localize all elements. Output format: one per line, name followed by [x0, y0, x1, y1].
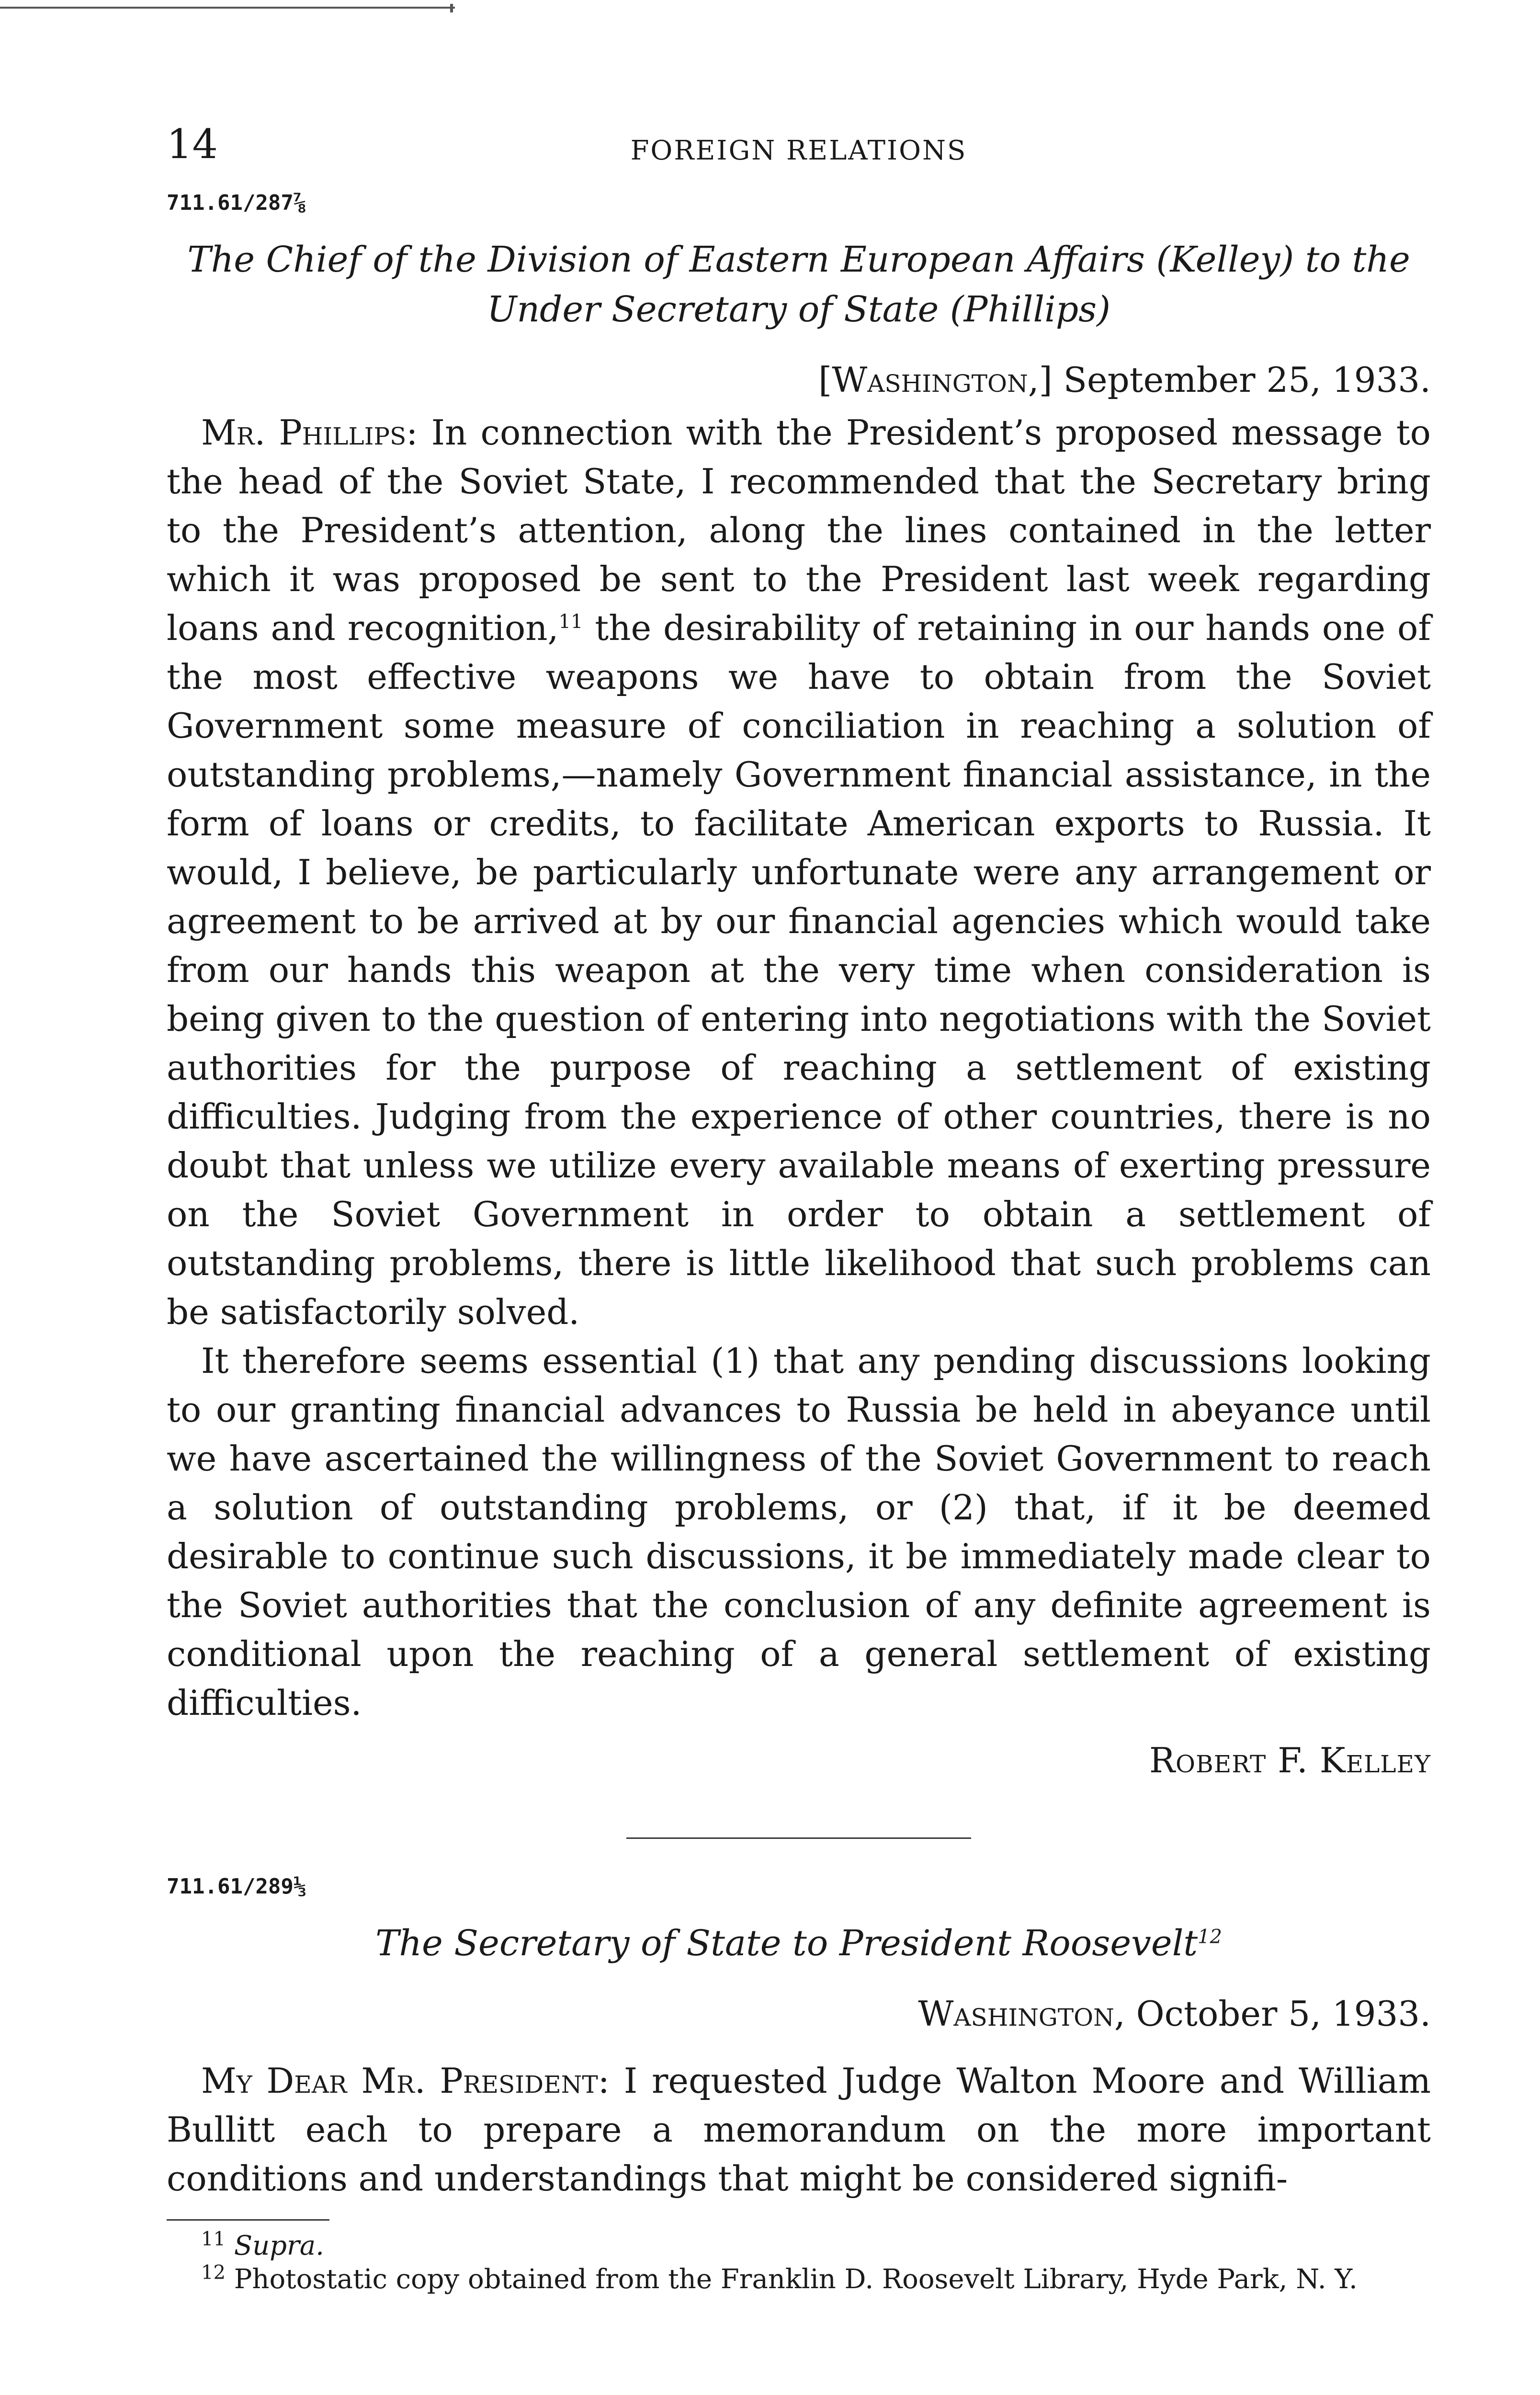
dateline-2: [167, 1989, 1431, 2038]
footnote-text: Photostatic copy obtained from the Franklin D. Roosevelt Library, Hyde Park, N. Y.: [234, 2264, 1358, 2295]
footnote-ref-12: 12: [1198, 1926, 1223, 1948]
section-separator: [626, 1837, 971, 1839]
file-number-1: 711.61/287⅞: [167, 191, 306, 215]
top-scan-rule: [0, 7, 455, 9]
footnote-rule: [167, 2219, 329, 2221]
paragraph-1-text-a: In connection with the President’s proposed message to the head of the Soviet State, I recommended that the Secretary bring to the President’s attention, along the lines contained in the letter which it was proposed be sent to the President last week regarding loans and recognition,: [167, 412, 1431, 648]
footnote-mark: 12: [201, 2261, 226, 2284]
document-heading-1: The Chief of the Division of Eastern European Affairs (Kelley) to the Under Secretary of State (Phillips): [187, 239, 1410, 330]
page-number: 14: [167, 121, 218, 168]
footnote-ref-11: 11: [558, 611, 583, 633]
top-scan-mark: [450, 4, 453, 12]
footnote-text: Supra.: [234, 2230, 324, 2261]
paragraph-1-text-b: the desirability of retaining in our hands one of the most effective weapons we have to obtain from the Soviet Government some measure of conciliation in reaching a solution of outstanding problems,—namely Government financial assistance, in the form of loans or credits, to facilitate American exports to Russia. It would, I believe, be particularly unfortunate were any arrangement or agreement to be arrived at by our financial agencies which would take from our hands this weapon at the very time when consideration is being given to the question of entering into negotiations with the Soviet authorities for the purpose of reaching a settlement of existing difficulties. Judging from the experience of other countries, there is no doubt that unless we utilize every available means of exerting pressure on the Soviet Government in order to obtain a settlement of outstanding problems, there is little likelihood that such problems can be satisfactorily solved.: [167, 608, 1431, 1332]
footnote-12: [167, 2263, 1431, 2296]
dateline-1: [167, 355, 1431, 404]
paragraph-2: It therefore seems essential (1) that any pending discussions looking to our granting financial advances to Russia be held in abeyance until we have ascertained the willingness of the Soviet Government to reach a solution of outstanding problems, or (2) that, if it be deemed desirable to continue such discussions, it be immediately made clear to the Soviet authorities that the conclusion of any definite agreement is conditional upon the reaching of a general settlement of existing difficulties.: [167, 1341, 1431, 1723]
footnote-mark: 11: [201, 2228, 226, 2250]
paragraph-3-text: I requested Judge Walton Moore and William Bullitt each to prepare a memorandum on the more important conditions and understandings that might be considered signifi-: [167, 2061, 1431, 2199]
dateline-date-1: September 25, 1933.: [1063, 360, 1431, 400]
salutation-1: Mr. Phillips:: [201, 412, 418, 453]
page: [167, 120, 1431, 2296]
document-heading-2: [186, 1918, 1412, 1968]
dateline-place-1: [Washington,]: [818, 360, 1053, 400]
dateline-place-2: Washington,: [918, 1994, 1125, 2034]
running-head: [167, 120, 1431, 177]
paragraph-1: [167, 408, 1431, 1336]
dateline-date-2: October 5, 1933.: [1136, 1994, 1431, 2034]
footnotes: [167, 2229, 1431, 2296]
document-heading-2-text: The Secretary of State to President Roosevelt: [375, 1923, 1198, 1964]
running-title: FOREIGN RELATIONS: [630, 135, 967, 166]
footnote-11: [167, 2229, 1431, 2263]
file-number-2: 711.61/289⅓: [167, 1874, 306, 1899]
signature: Robert F. Kelley: [1149, 1740, 1431, 1780]
salutation-2: My Dear Mr. President:: [201, 2061, 610, 2101]
paragraph-3: [167, 2056, 1431, 2203]
